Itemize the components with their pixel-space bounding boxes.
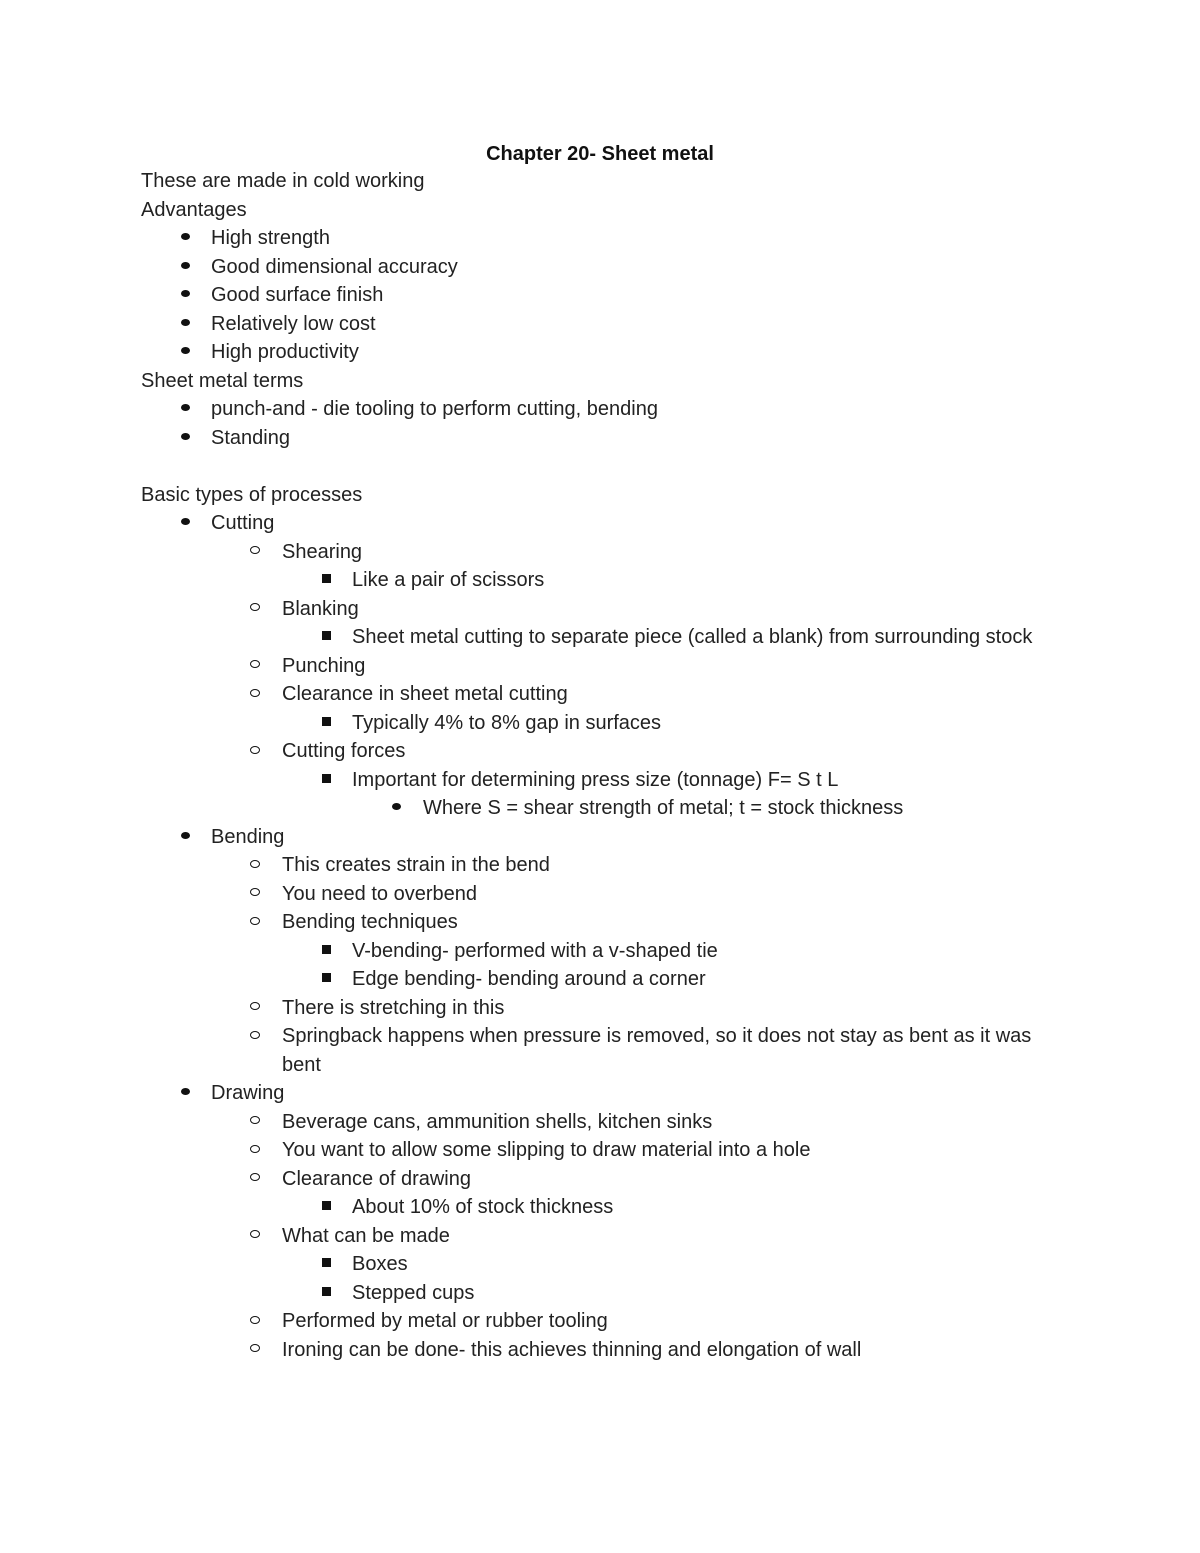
bullet-marker: [245, 880, 265, 909]
bullet-dot-icon: [181, 347, 190, 354]
line-text: Beverage cans, ammunition shells, kitchen sinks: [282, 1110, 713, 1133]
list-item: [141, 595, 1071, 624]
bullet-marker: [175, 509, 195, 538]
bullet-marker: [245, 1165, 265, 1194]
line-text: Punching: [282, 654, 366, 677]
bullet-square-icon: [322, 945, 331, 954]
line-text: Standing: [211, 426, 290, 449]
bullet-marker: [245, 538, 265, 567]
bullet-ring-icon: [250, 746, 260, 754]
bullet-marker: [316, 937, 336, 966]
bullet-marker: [175, 1079, 195, 1108]
list-item: [141, 965, 1071, 994]
line-text: These are made in cold working: [141, 170, 425, 192]
line-text: Performed by metal or rubber tooling: [282, 1310, 608, 1332]
list-item: [141, 794, 1071, 823]
paragraph-line: [141, 167, 1071, 196]
bullet-dot-icon: [392, 803, 401, 810]
bullet-marker: [245, 680, 265, 709]
bullet-marker: [245, 595, 265, 624]
bullet-dot-icon: [181, 1088, 190, 1095]
line-text: Clearance in sheet metal cutting: [282, 683, 568, 705]
bullet-ring-icon: [250, 1230, 260, 1238]
list-item: [141, 424, 1071, 453]
bullet-ring-icon: [250, 1002, 260, 1010]
list-item: [141, 281, 1071, 310]
list-item: [141, 1136, 1071, 1165]
line-text: What can be made: [282, 1224, 450, 1247]
bullet-marker: [175, 424, 195, 453]
bullet-square-icon: [322, 774, 331, 783]
bullet-marker: [316, 1250, 336, 1279]
list-item: [141, 908, 1071, 937]
bullet-ring-icon: [250, 1145, 260, 1153]
bullet-square-icon: [322, 1258, 331, 1267]
bullet-dot-icon: [181, 404, 190, 411]
bullet-dot-icon: [181, 262, 190, 269]
bullet-marker: [175, 310, 195, 339]
line-text: Boxes: [352, 1253, 408, 1275]
list-item: [141, 338, 1071, 367]
line-text: You want to allow some slipping to draw material into a hole: [282, 1139, 811, 1161]
list-item: [141, 937, 1071, 966]
notes-outline: [141, 167, 1071, 1364]
bullet-marker: [316, 1279, 336, 1308]
bullet-ring-icon: [250, 1116, 260, 1124]
bullet-marker: [175, 281, 195, 310]
line-text: Sheet metal terms: [141, 369, 304, 392]
bullet-ring-icon: [250, 660, 260, 668]
bullet-ring-icon: [250, 1173, 260, 1181]
bullet-square-icon: [322, 1201, 331, 1210]
line-text: You need to overbend: [282, 882, 477, 905]
bullet-marker: [245, 1136, 265, 1165]
list-item: [141, 253, 1071, 282]
bullet-marker: [386, 794, 406, 823]
bullet-ring-icon: [250, 1344, 260, 1352]
bullet-dot-icon: [181, 832, 190, 839]
bullet-marker: [245, 1222, 265, 1251]
list-item: [141, 851, 1071, 880]
bullet-marker: [245, 1336, 265, 1365]
line-text: Where S = shear strength of metal; t = stock thickness: [423, 797, 904, 819]
paragraph-line: [141, 367, 1071, 396]
bullet-dot-icon: [181, 233, 190, 240]
line-text: Cutting: [211, 512, 275, 534]
bullet-ring-icon: [250, 546, 260, 554]
line-text: High strength: [211, 227, 330, 249]
bullet-marker: [175, 338, 195, 367]
bullet-marker: [245, 1307, 265, 1336]
list-item: [141, 1108, 1071, 1137]
list-item: [141, 1022, 1071, 1079]
line-text: Clearance of drawing: [282, 1167, 471, 1190]
bullet-marker: [175, 395, 195, 424]
list-item: [141, 1336, 1071, 1365]
line-text: Springback happens when pressure is removed, so it does not stay as bent as it was bent: [282, 1025, 1032, 1076]
blank-line: [141, 452, 1071, 481]
list-item: [141, 994, 1071, 1023]
bullet-dot-icon: [181, 290, 190, 297]
bullet-marker: [175, 823, 195, 852]
line-text: Sheet metal cutting to separate piece (called a blank) from surrounding stock: [352, 626, 1033, 648]
bullet-dot-icon: [181, 319, 190, 326]
bullet-square-icon: [322, 631, 331, 640]
line-text: About 10% of stock thickness: [352, 1196, 614, 1218]
line-text: Bending techniques: [282, 911, 458, 933]
bullet-marker: [245, 652, 265, 681]
line-text: Important for determining press size (tonnage) F= S t L: [352, 768, 839, 791]
bullet-marker: [245, 994, 265, 1023]
line-text: Shearing: [282, 540, 363, 563]
list-item: [141, 709, 1071, 738]
bullet-dot-icon: [181, 518, 190, 525]
list-item: [141, 652, 1071, 681]
bullet-marker: [316, 623, 336, 652]
bullet-ring-icon: [250, 1316, 260, 1324]
line-text: punch-and - die tooling to perform cutting, bending: [211, 398, 658, 420]
list-item: [141, 1279, 1071, 1308]
bullet-ring-icon: [250, 888, 260, 896]
list-item: [141, 680, 1071, 709]
line-text: Drawing: [211, 1082, 285, 1104]
list-item: [141, 1079, 1071, 1108]
list-item: [141, 224, 1071, 253]
line-text: Good surface finish: [211, 284, 384, 306]
list-item: [141, 1165, 1071, 1194]
bullet-marker: [245, 1108, 265, 1137]
list-item: [141, 766, 1071, 795]
list-item: [141, 823, 1071, 852]
list-item: [141, 1307, 1071, 1336]
bullet-marker: [245, 851, 265, 880]
bullet-marker: [175, 253, 195, 282]
list-item: [141, 623, 1071, 652]
list-item: [141, 880, 1071, 909]
line-text: Basic types of processes: [141, 483, 363, 506]
bullet-dot-icon: [181, 433, 190, 440]
bullet-marker: [316, 766, 336, 795]
list-item: [141, 1222, 1071, 1251]
line-text: Stepped cups: [352, 1281, 475, 1304]
bullet-marker: [245, 908, 265, 937]
bullet-square-icon: [322, 574, 331, 583]
bullet-square-icon: [322, 973, 331, 982]
bullet-marker: [316, 965, 336, 994]
list-item: [141, 509, 1071, 538]
bullet-square-icon: [322, 1287, 331, 1296]
list-item: [141, 395, 1071, 424]
line-text: V-bending- performed with a v-shaped tie: [352, 939, 718, 962]
bullet-marker: [316, 1193, 336, 1222]
page-title: Chapter 20- Sheet metal: [486, 143, 714, 165]
line-text: Blanking: [282, 597, 359, 620]
bullet-ring-icon: [250, 603, 260, 611]
list-item: [141, 566, 1071, 595]
bullet-ring-icon: [250, 689, 260, 697]
line-text: Ironing can be done- this achieves thinning and elongation of wall: [282, 1338, 862, 1361]
line-text: Relatively low cost: [211, 312, 376, 335]
list-item: [141, 310, 1071, 339]
list-item: [141, 538, 1071, 567]
bullet-marker: [316, 709, 336, 738]
list-item: [141, 737, 1071, 766]
bullet-marker: [175, 224, 195, 253]
line-text: Edge bending- bending around a corner: [352, 968, 706, 990]
bullet-ring-icon: [250, 860, 260, 868]
paragraph-line: [141, 196, 1071, 225]
line-text: Advantages: [141, 198, 247, 221]
bullet-ring-icon: [250, 1031, 260, 1039]
bullet-ring-icon: [250, 917, 260, 925]
paragraph-line: [141, 481, 1071, 510]
line-text: Good dimensional accuracy: [211, 255, 458, 278]
line-text: Cutting forces: [282, 740, 406, 762]
line-text: High productivity: [211, 341, 359, 363]
list-item: [141, 1250, 1071, 1279]
list-item: [141, 1193, 1071, 1222]
bullet-marker: [245, 1022, 265, 1051]
line-text: There is stretching in this: [282, 996, 505, 1019]
bullet-marker: [316, 566, 336, 595]
line-text: Like a pair of scissors: [352, 569, 545, 591]
line-text: Typically 4% to 8% gap in surfaces: [352, 711, 662, 734]
bullet-marker: [245, 737, 265, 766]
line-text: This creates strain in the bend: [282, 854, 550, 876]
line-text: Bending: [211, 825, 285, 848]
bullet-square-icon: [322, 717, 331, 726]
